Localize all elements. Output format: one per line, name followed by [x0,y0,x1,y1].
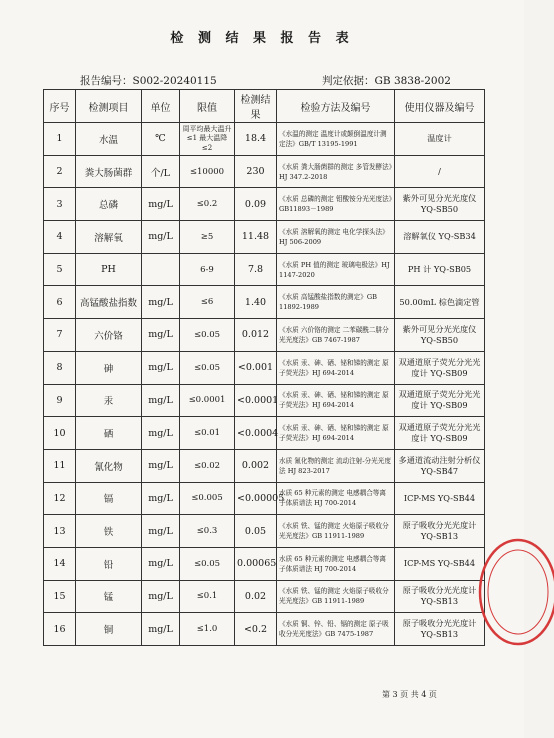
header-instrument: 使用仪器及编号 [395,90,485,123]
cell-result: <0.001 [235,351,277,384]
cell-item: 粪大肠菌群 [76,155,142,188]
cell-method: 水质 氰化物的测定 流动注射-分光光度法 HJ 823-2017 [277,449,395,482]
cell-method: 《水质 汞、砷、硒、铋和锑的测定 原子荧光法》HJ 694-2014 [277,417,395,450]
table-row [44,547,485,580]
cell-result: 11.48 [235,221,277,254]
table-row [44,253,485,286]
cell-instrument: 50.00mL 棕色滴定管 [395,286,485,319]
cell-no: 6 [44,286,76,319]
cell-method: 《水质 高锰酸盐指数的测定》GB 11892-1989 [277,286,395,319]
cell-result: 0.05 [235,515,277,548]
judgement-basis: 判定依据：GB 3838-2002 [322,75,451,87]
cell-method: 《水质 PH 值的测定 玻璃电极法》HJ 1147-2020 [277,253,395,286]
cell-no: 9 [44,384,76,417]
cell-method: 《水质 铜、锌、铅、镉的测定 原子吸收分光光度法》GB 7475-1987 [277,613,395,646]
cell-unit: ℃ [142,123,180,156]
cell-item: 六价铬 [76,319,142,352]
cell-limit: ≤6 [180,286,235,319]
cell-no: 4 [44,221,76,254]
table-row [44,155,485,188]
cell-limit: 6-9 [180,253,235,286]
cell-limit: 周平均最大温升≤1 最大温降≤2 [180,123,235,156]
table-row [44,613,485,646]
cell-item: 高锰酸盐指数 [76,286,142,319]
header-result: 检测结果 [235,90,277,123]
cell-limit: ≤1.0 [180,613,235,646]
cell-no: 14 [44,547,76,580]
cell-unit: mg/L [142,515,180,548]
cell-result: <0.00005 [235,482,277,515]
cell-unit: 个/L [142,155,180,188]
cell-no: 11 [44,449,76,482]
cell-method: 《水温的测定 温度计或颠倒温度计测定法》GB/T 13195-1991 [277,123,395,156]
cell-limit: ≥5 [180,221,235,254]
cell-item: 砷 [76,351,142,384]
cell-unit: mg/L [142,188,180,221]
cell-result: 0.012 [235,319,277,352]
report-number: 报告编号：S002-20240115 [80,75,217,87]
header-unit: 单位 [142,90,180,123]
cell-no: 2 [44,155,76,188]
cell-result: 0.02 [235,580,277,613]
table-row [44,188,485,221]
cell-result: <0.0001 [235,384,277,417]
cell-method: 《水质 铁、锰的测定 火焰原子吸收分光光度法》GB 11911-1989 [277,515,395,548]
table-row [44,286,485,319]
cell-result: 7.8 [235,253,277,286]
cell-method: 《水质 汞、砷、硒、铋和锑的测定 原子荧光法》HJ 694-2014 [277,384,395,417]
cell-method: 水质 65 种元素的测定 电感耦合等离子体质谱法 HJ 700-2014 [277,482,395,515]
cell-method: 《水质 溶解氧的测定 电化学探头法》HJ 506-2009 [277,221,395,254]
header-limit: 限值 [180,90,235,123]
cell-limit: ≤0.05 [180,319,235,352]
cell-result: 230 [235,155,277,188]
cell-limit: ≤0.0001 [180,384,235,417]
cell-instrument: 多通道流动注射分析仪 YQ-SB47 [395,449,485,482]
table-row [44,449,485,482]
cell-unit: mg/L [142,449,180,482]
header-method: 检验方法及编号 [277,90,395,123]
page-title: 检 测 结 果 报 告 表 [170,31,354,46]
cell-unit: mg/L [142,547,180,580]
cell-instrument: 溶解氧仪 YQ-SB34 [395,221,485,254]
table-row [44,580,485,613]
cell-result: 0.09 [235,188,277,221]
cell-limit: ≤0.1 [180,580,235,613]
cell-instrument: 原子吸收分光光度计 YQ-SB13 [395,580,485,613]
cell-no: 16 [44,613,76,646]
cell-limit: ≤0.05 [180,351,235,384]
cell-limit: ≤0.3 [180,515,235,548]
cell-item: 汞 [76,384,142,417]
cell-item: 硒 [76,417,142,450]
cell-method: 《水质 六价铬的测定 二苯碳酰二肼分光光度法》GB 7467-1987 [277,319,395,352]
header-item: 检测项目 [76,90,142,123]
cell-limit: ≤0.02 [180,449,235,482]
cell-no: 3 [44,188,76,221]
cell-unit: mg/L [142,319,180,352]
cell-item: 溶解氧 [76,221,142,254]
cell-no: 7 [44,319,76,352]
cell-instrument: 双通道原子荧光分光光度计 YQ-SB09 [395,351,485,384]
cell-item: 总磷 [76,188,142,221]
cell-unit: mg/L [142,613,180,646]
cell-limit: ≤0.05 [180,547,235,580]
table-row [44,515,485,548]
seal-stamp-icon [474,530,554,654]
cell-limit: ≤10000 [180,155,235,188]
cell-unit: mg/L [142,384,180,417]
cell-item: 水温 [76,123,142,156]
cell-item: 氰化物 [76,449,142,482]
cell-instrument: 双通道原子荧光分光光度计 YQ-SB09 [395,417,485,450]
cell-no: 12 [44,482,76,515]
cell-instrument: ICP-MS YQ-SB44 [395,547,485,580]
cell-item: 锰 [76,580,142,613]
cell-method: 《水质 汞、砷、硒、铋和锑的测定 原子荧光法》HJ 694-2014 [277,351,395,384]
cell-result: <0.2 [235,613,277,646]
cell-unit: mg/L [142,221,180,254]
table-header-row [44,90,485,123]
cell-method: 水质 65 种元素的测定 电感耦合等离子体质谱法 HJ 700-2014 [277,547,395,580]
cell-unit: mg/L [142,286,180,319]
cell-item: 铜 [76,613,142,646]
table-row [44,351,485,384]
table-row [44,482,485,515]
cell-method: 《水质 总磷的测定 钼酸铵分光光度法》GB11893－1989 [277,188,395,221]
cell-unit: mg/L [142,351,180,384]
cell-unit: mg/L [142,417,180,450]
cell-item: 镉 [76,482,142,515]
cell-no: 1 [44,123,76,156]
cell-limit: ≤0.005 [180,482,235,515]
cell-instrument: 温度计 [395,123,485,156]
cell-instrument: 原子吸收分光光度计 YQ-SB13 [395,613,485,646]
cell-result: 0.002 [235,449,277,482]
table-row [44,384,485,417]
cell-no: 10 [44,417,76,450]
cell-limit: ≤0.2 [180,188,235,221]
table-row [44,417,485,450]
cell-instrument: 双通道原子荧光分光光度计 YQ-SB09 [395,384,485,417]
cell-unit: mg/L [142,580,180,613]
header-no: 序号 [44,90,76,123]
cell-no: 8 [44,351,76,384]
cell-method: 《水质 铁、锰的测定 火焰原子吸收分光光度法》GB 11911-1989 [277,580,395,613]
cell-no: 13 [44,515,76,548]
table-row [44,319,485,352]
page-footer: 第 3 页 共 4 页 [382,690,437,699]
cell-result: <0.0004 [235,417,277,450]
cell-result: 1.40 [235,286,277,319]
cell-instrument: 紫外可见分光光度仪 YQ-SB50 [395,319,485,352]
cell-method: 《水质 粪大肠菌群的测定 多管发酵法》HJ 347.2-2018 [277,155,395,188]
cell-item: 铅 [76,547,142,580]
cell-instrument: 紫外可见分光光度仪 YQ-SB50 [395,188,485,221]
cell-unit [142,253,180,286]
cell-result: 18.4 [235,123,277,156]
table-row [44,221,485,254]
cell-item: PH [76,253,142,286]
cell-instrument: ICP-MS YQ-SB44 [395,482,485,515]
cell-no: 15 [44,580,76,613]
cell-result: 0.00065 [235,547,277,580]
cell-no: 5 [44,253,76,286]
table-row [44,123,485,156]
cell-unit: mg/L [142,482,180,515]
cell-instrument: / [395,155,485,188]
results-table [43,89,485,646]
cell-instrument: PH 计 YQ-SB05 [395,253,485,286]
cell-instrument: 原子吸收分光光度计 YQ-SB13 [395,515,485,548]
cell-limit: ≤0.01 [180,417,235,450]
cell-item: 铁 [76,515,142,548]
